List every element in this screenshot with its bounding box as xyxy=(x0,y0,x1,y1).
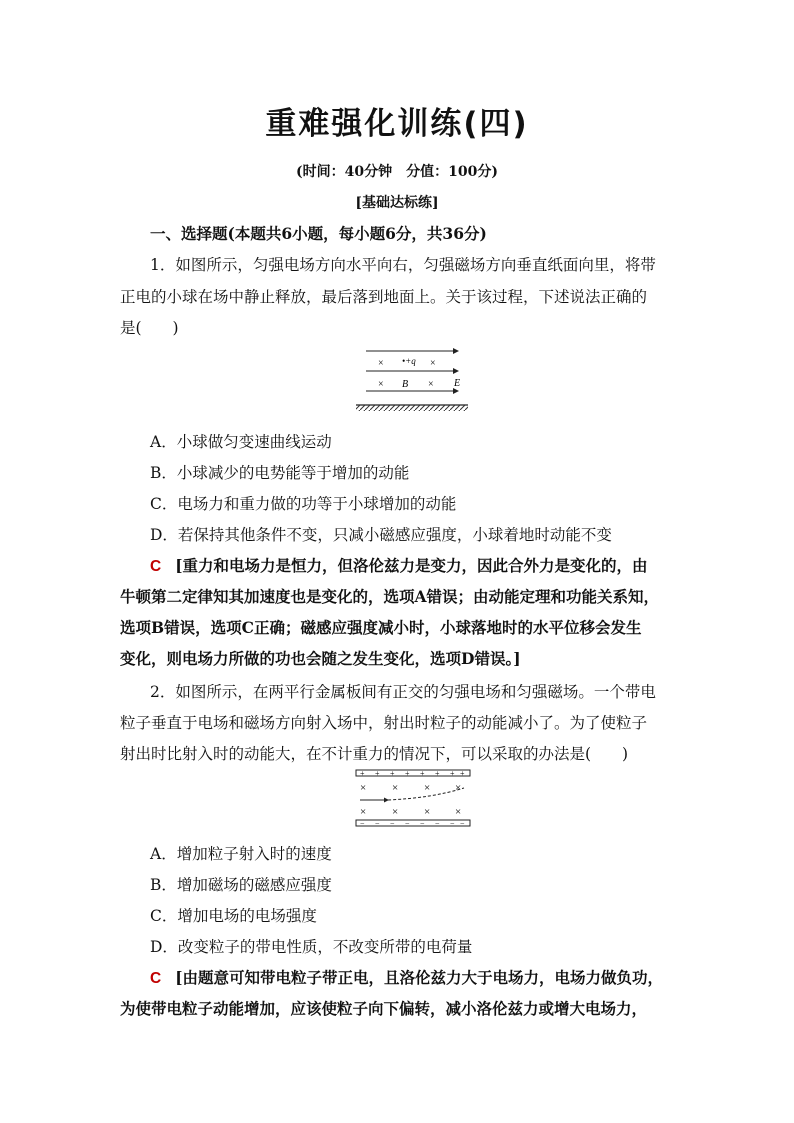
q2-stem-line: 2．如图所示，在两平行金属板间有正交的匀强电场和匀强磁场。一个带电 xyxy=(150,683,656,701)
minus-mark: − xyxy=(390,819,395,828)
q1-option-a: A．小球做匀变速曲线运动 xyxy=(150,433,332,451)
minus-mark: − xyxy=(375,819,380,828)
q2-stem-line: 射出时比射入时的动能大，在不计重力的情况下，可以采取的办法是( ) xyxy=(120,745,629,763)
minus-mark: − xyxy=(420,819,425,828)
q2-answer xyxy=(150,966,663,988)
minus-mark: − xyxy=(405,819,410,828)
plus-mark: + xyxy=(420,769,425,778)
q1-answer xyxy=(150,554,648,576)
plus-mark: + xyxy=(375,769,380,778)
q1-stem-line: 是( ) xyxy=(120,319,179,337)
ground-hatch xyxy=(356,405,468,411)
minus-mark: − xyxy=(435,819,440,828)
q1-option-c: C．电场力和重力做的功等于小球增加的动能 xyxy=(150,495,457,513)
q1-explanation-line: 牛顿第二定律知其加速度也是变化的，选项A错误；由动能定理和功能关系知， xyxy=(120,587,660,606)
q1-explanation-line: 选项B错误，选项C正确；磁感应强度减小时，小球落地时的水平位移会发生 xyxy=(120,618,642,637)
cross-mark: × xyxy=(428,379,434,390)
plus-mark: + xyxy=(360,769,365,778)
q1-explanation-line: [重力和电场力是恒力，但洛伦兹力是变力，因此合外力是变化的，由 xyxy=(175,556,648,575)
time-score-info: (时间：40分钟 分值：100分) xyxy=(296,164,498,180)
cross-mark: × xyxy=(455,782,462,794)
q2-figure xyxy=(352,768,474,832)
cross-mark: × xyxy=(378,379,384,390)
q2-option-d: D．改变粒子的带电性质，不改变所带的电荷量 xyxy=(150,938,473,956)
plus-mark: + xyxy=(450,769,455,778)
cross-mark: × xyxy=(360,806,367,818)
q1-figure xyxy=(350,345,475,415)
q2-explanation-line: 为使带电粒子动能增加，应该使粒子向下偏转，减小洛伦兹力或增大电场力， xyxy=(120,999,648,1018)
charge-label: •+q xyxy=(402,356,416,366)
section-label: [基础达标练] xyxy=(355,195,439,211)
b-label: B xyxy=(402,379,409,390)
cross-mark: × xyxy=(360,782,367,794)
q1-explanation-line: 变化，则电场力所做的功也会随之发生变化，选项D错误。] xyxy=(120,649,521,668)
q1-option-d: D．若保持其他条件不变，只减小磁感应强度，小球着地时动能不变 xyxy=(150,526,612,544)
q1-stem-line: 1．如图所示，匀强电场方向水平向右，匀强磁场方向垂直纸面向里，将带 xyxy=(150,256,656,274)
cross-mark: × xyxy=(430,358,436,369)
q2-option-a: A．增加粒子射入时的速度 xyxy=(150,845,332,863)
plus-mark: + xyxy=(390,769,395,778)
q1-stem-line: 正电的小球在场中静止释放，最后落到地面上。关于该过程，下述说法正确的 xyxy=(120,288,648,306)
q1-option-b: B．小球减少的电势能等于增加的动能 xyxy=(150,464,410,482)
plus-mark: + xyxy=(460,769,465,778)
part-heading: 一、选择题(本题共6小题，每小题6分，共36分) xyxy=(150,224,487,243)
cross-mark: × xyxy=(424,806,431,818)
cross-mark: × xyxy=(392,782,399,794)
q1-answer-letter: C xyxy=(150,558,162,575)
cross-mark: × xyxy=(455,806,462,818)
minus-mark: − xyxy=(360,819,365,828)
cross-mark: × xyxy=(392,806,399,818)
plus-mark: + xyxy=(435,769,440,778)
q2-answer-letter: C xyxy=(150,970,162,987)
plus-mark: + xyxy=(405,769,410,778)
e-label: E xyxy=(454,378,461,389)
minus-mark: − xyxy=(450,819,455,828)
q2-explanation-line: [由题意可知带电粒子带正电，且洛伦兹力大于电场力，电场力做负功， xyxy=(175,968,664,987)
cross-mark: × xyxy=(424,782,431,794)
q2-stem-line: 粒子垂直于电场和磁场方向射入场中，射出时粒子的动能减小了。为了使粒子 xyxy=(120,714,648,732)
minus-mark: − xyxy=(460,819,465,828)
cross-mark: × xyxy=(378,358,384,369)
q2-option-c: C．增加电场的电场强度 xyxy=(150,907,317,925)
q2-option-b: B．增加磁场的磁感应强度 xyxy=(150,876,332,894)
page-title: 重难强化训练(四) xyxy=(265,106,529,142)
